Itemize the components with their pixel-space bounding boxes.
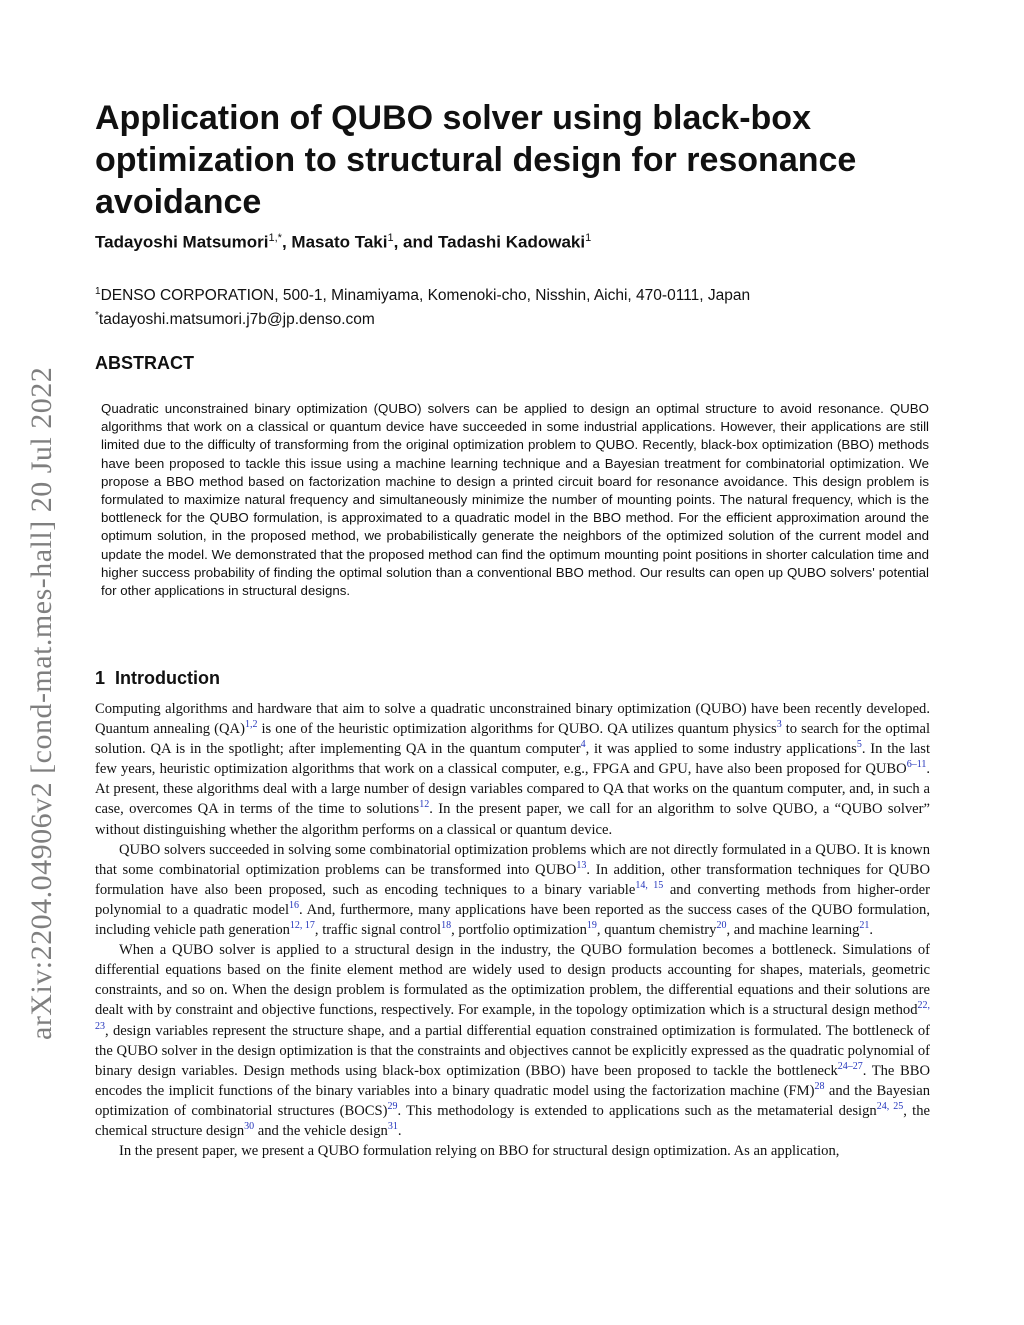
- introduction-body: [95, 699, 930, 1161]
- citation-link[interactable]: 22, 23: [95, 1000, 930, 1032]
- affiliation-text: DENSO CORPORATION, 500-1, Minamiyama, Komenoki-cho, Nisshin, Aichi, 470-0111, Japan: [100, 287, 751, 305]
- body-paragraph: [95, 840, 930, 940]
- affiliation-line: [95, 282, 930, 306]
- body-text-run: to search for the optimal solution. QA is in the spotlight; after implementing QA in the quantum computer: [95, 721, 931, 758]
- body-paragraph: [95, 1141, 930, 1161]
- body-text-run: . This methodology is extended to applications such as the metamaterial design: [397, 1102, 877, 1119]
- affiliation-line: [95, 306, 930, 330]
- citation-link[interactable]: 31: [387, 1121, 398, 1133]
- body-text-run: is one of the heuristic optimization algorithms for QUBO. QA utilizes quantum physics: [257, 721, 777, 738]
- body-text-run: .: [397, 1122, 402, 1139]
- author-name: Masato Taki: [291, 232, 388, 252]
- body-text-run: . The BBO encodes the implicit functions of the binary variables into a binary quadratic model using the factorization machine (FM): [95, 1062, 930, 1099]
- citation-link[interactable]: 5: [856, 739, 862, 751]
- author-list: [95, 232, 930, 253]
- body-text-run: , traffic signal control: [314, 922, 442, 939]
- section-title: Introduction: [115, 668, 220, 688]
- body-text-run: QUBO solvers succeeded in solving some combinatorial optimization problems which are not directly formulated in a QUBO. It is known that some combinatorial optimization problems can be transformed into QUBO: [95, 841, 930, 878]
- arxiv-identifier: arXiv:2204.04906v2 [cond-mat.mes-hall] 20 Jul 2022: [25, 366, 58, 1040]
- citation-link[interactable]: 24, 25: [876, 1101, 904, 1113]
- section-heading: [95, 668, 220, 689]
- body-text-run: , design variables represent the structure shape, and a partial differential equation constrained optimization is formulated. The bottleneck of the QUBO solver in the design optimization is that the constraints and objectives cannot be explicitly expressed as the quadratic polynomial of binary design variables. Design methods using black-box optimization (BBO) have been proposed to tackle the bottleneck: [95, 1022, 930, 1079]
- citation-link[interactable]: 1,2: [244, 719, 258, 731]
- author-name: Tadayoshi Matsumori: [95, 232, 269, 252]
- affiliation-block: [95, 282, 930, 330]
- author-affiliation-mark: 1: [387, 232, 394, 244]
- body-text-run: . In addition, other transformation techniques for QUBO formulation have also been proposed, such as encoding techniques to a binary variable: [95, 861, 930, 898]
- citation-link[interactable]: 30: [244, 1121, 255, 1133]
- body-text-run: , portfolio optimization: [451, 922, 587, 939]
- email-link[interactable]: tadayoshi.matsumori.j7b@jp.denso.com: [98, 311, 375, 329]
- citation-link[interactable]: 16: [289, 900, 299, 912]
- body-text-run: When a QUBO solver is applied to a structural design in the industry, the QUBO formulation becomes a bottleneck. Simulations of differential equations based on the finite element method are widely used to design products accounting for shapes, materials, geometric constraints, and so on. When the design problem is formulated as the optimization problem, the differential equations and their solutions are dealt with by constraint and objective functions, respectively. For example, in the topology optimization which is a structural design method: [95, 942, 930, 1019]
- abstract-heading: ABSTRACT: [95, 353, 194, 373]
- body-text-run: .: [869, 922, 874, 939]
- paper-title: Application of QUBO solver using black-box optimization to structural design for resonance avoidance: [95, 99, 857, 221]
- affiliation-mark: *: [95, 310, 99, 322]
- citation-link[interactable]: 24–27: [837, 1060, 863, 1072]
- citation-link[interactable]: 4: [580, 739, 586, 751]
- citation-link[interactable]: 28: [814, 1080, 825, 1092]
- citation-link[interactable]: 6–11: [906, 759, 927, 771]
- author-separator: , and: [393, 232, 439, 252]
- body-text-run: and the vehicle design: [254, 1122, 388, 1139]
- citation-link[interactable]: 3: [776, 719, 782, 731]
- citation-link[interactable]: 19: [586, 920, 597, 932]
- affiliation-mark: 1: [95, 286, 101, 297]
- body-text-run: . At present, these algorithms deal with a large number of design variables compared to QA that works on the quantum computer, and, in such a case, overcomes QA in terms of the time to solutions: [95, 761, 930, 818]
- body-paragraph: [95, 699, 930, 840]
- citation-link[interactable]: 29: [387, 1101, 398, 1113]
- author-affiliation-mark: 1: [585, 232, 592, 244]
- citation-link[interactable]: 18: [441, 920, 452, 932]
- citation-link[interactable]: 12, 17: [289, 920, 315, 932]
- author-name: Tadashi Kadowaki: [438, 232, 586, 252]
- citation-link[interactable]: 14, 15: [635, 879, 664, 891]
- citation-link[interactable]: 21: [859, 920, 870, 932]
- section-number: 1: [95, 668, 106, 688]
- citation-link[interactable]: 20: [716, 920, 727, 932]
- body-text-run: Computing algorithms and hardware that aim to solve a quadratic unconstrained binary optimization (QUBO) have been recently developed. Quantum annealing (QA): [95, 701, 930, 738]
- body-text-run: In the present paper, we present a QUBO formulation relying on BBO for structural design optimization. As an application,: [119, 1143, 840, 1160]
- body-text-run: . In the present paper, we call for an algorithm to solve QUBO, a “QUBO solver” without distinguishing whether the algorithm performs on a classical or quantum device.: [95, 801, 930, 838]
- body-text-run: and converting methods from higher-order polynomial to a quadratic model: [95, 881, 931, 918]
- body-text-run: . In the last few years, heuristic optimization algorithms that work on a classical computer, e.g., FPGA and GPU, have also been proposed for QUBO: [95, 741, 930, 778]
- body-text-run: , quantum chemistry: [596, 922, 717, 939]
- citation-link[interactable]: 12: [419, 799, 430, 811]
- body-text-run: , the chemical structure design: [95, 1102, 930, 1139]
- author-separator: ,: [281, 232, 292, 252]
- body-text-run: , it was applied to some industry applications: [585, 741, 857, 758]
- abstract-text: Quadratic unconstrained binary optimization (QUBO) solvers can be applied to design an optimal structure to avoid resonance. QUBO algorithms that work on a classical or quantum device have succeeded in some industrial applications. However, their applications are still limited due to the difficulty of transforming from the original optimization problem to QUBO. Recently, black-box optimization (BBO) methods have been proposed to tackle this issue using a machine learning technique and a Bayesian treatment for combinatorial optimization. We propose a BBO method based on factorization machine to design a printed circuit board for resonance avoidance. This design problem is formulated to maximize natural frequency and simultaneously minimize the number of mounting points. The natural frequency, which is the bottleneck for the QUBO formulation, is approximated to a quadratic model in the BBO method. For the efficient approximation around the optimum solution, in the proposed method, we probabilistically generate the neighbors of the optimized solution of the current model and update the model. We demonstrated that the proposed method can find the optimum mounting point positions in shorter calculation time and higher success probability of finding the optimal solution than a conventional BBO method. Our results can open up QUBO solvers' potential for other applications in structural designs.: [101, 401, 929, 599]
- body-paragraph: [95, 940, 930, 1141]
- body-text-run: . And, furthermore, many applications have been reported as the success cases of the QUBO formulation, including vehicle path generation: [95, 901, 930, 939]
- body-text-run: , and machine learning: [726, 922, 860, 939]
- citation-link[interactable]: 13: [576, 859, 587, 871]
- body-text-run: and the Bayesian optimization of combinatorial structures (BOCS): [95, 1082, 930, 1119]
- author-affiliation-mark: 1,*: [268, 232, 282, 244]
